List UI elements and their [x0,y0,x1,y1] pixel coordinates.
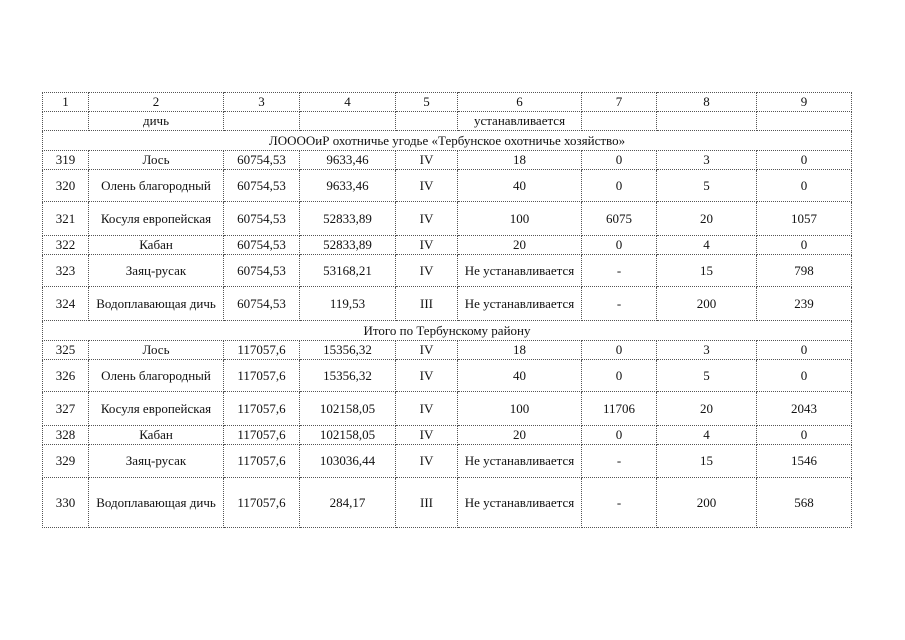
header-cell: 3 [224,93,300,112]
total-area-cell: 117057,6 [224,341,300,360]
result-value-cell: 0 [757,341,852,360]
header-cell: 1 [43,93,89,112]
total-area-cell: 60754,53 [224,170,300,202]
result-value-cell: 568 [757,478,852,528]
norm-value-cell: 20 [657,392,757,426]
species-cell: Косуля европейская [89,202,224,236]
permissible-density-cell: 20 [458,236,582,255]
species-cell: Водоплавающая дичь [89,478,224,528]
total-area-cell: 117057,6 [224,360,300,392]
row-number-cell: 325 [43,341,89,360]
result-value-cell: 0 [757,426,852,445]
harvest-quota-cell: 0 [582,170,657,202]
bonitet-class-cell: IV [396,255,458,287]
harvest-quota-cell: - [582,287,657,321]
table-body [43,93,852,528]
bonitet-class-cell: IV [396,426,458,445]
row-number-cell: 324 [43,287,89,321]
bonitet-class-cell: IV [396,360,458,392]
header-cell: 9 [757,93,852,112]
bonitet-class-cell: IV [396,202,458,236]
permissible-density-cell: 40 [458,170,582,202]
species-cell: Заяц-русак [89,255,224,287]
habitat-area-cell: 102158,05 [300,392,396,426]
header-cell: 6 [458,93,582,112]
habitat-area-cell: 103036,44 [300,445,396,478]
row-number-cell: 326 [43,360,89,392]
permissible-density-cell: 100 [458,392,582,426]
bonitet-class-cell: IV [396,151,458,170]
bonitet-class-cell: IV [396,170,458,202]
table-row [43,151,852,170]
result-value-cell: 0 [757,151,852,170]
section-title: ЛООООиР охотничье угодье «Тербунское охотничье хозяйство» [43,131,852,151]
row-number-cell: 320 [43,170,89,202]
table-row [43,170,852,202]
harvest-quota-cell: 0 [582,236,657,255]
table-row [43,445,852,478]
permissible-density-cell: Не устанавливается [458,255,582,287]
norm-value-cell: 15 [657,445,757,478]
habitat-area-cell: 9633,46 [300,170,396,202]
harvest-quota-cell: 6075 [582,202,657,236]
permissible-density-cell: 18 [458,341,582,360]
species-cell: Олень благородный [89,360,224,392]
total-area-cell: 60754,53 [224,202,300,236]
header-cell: 7 [582,93,657,112]
table-cell [300,112,396,131]
table-row [43,287,852,321]
habitat-area-cell: 52833,89 [300,236,396,255]
header-cell: 2 [89,93,224,112]
row-number-cell: 329 [43,445,89,478]
result-value-cell: 2043 [757,392,852,426]
row-number-cell: 323 [43,255,89,287]
result-value-cell: 1057 [757,202,852,236]
table-cell [657,112,757,131]
permissible-density-cell: 100 [458,202,582,236]
harvest-quota-cell: - [582,445,657,478]
species-cell: Олень благородный [89,170,224,202]
species-cell: Заяц-русак [89,445,224,478]
norm-value-cell: 200 [657,478,757,528]
habitat-area-cell: 119,53 [300,287,396,321]
table-cell: дичь [89,112,224,131]
result-value-cell: 0 [757,236,852,255]
table-row [43,255,852,287]
table-cell [396,112,458,131]
continuation-row [43,112,852,131]
result-value-cell: 0 [757,170,852,202]
table-row [43,202,852,236]
total-area-cell: 117057,6 [224,426,300,445]
species-cell: Кабан [89,236,224,255]
total-area-cell: 117057,6 [224,445,300,478]
row-number-cell: 321 [43,202,89,236]
table-cell: устанавливается [458,112,582,131]
table-cell [757,112,852,131]
table-row [43,392,852,426]
bonitet-class-cell: IV [396,236,458,255]
result-value-cell: 798 [757,255,852,287]
harvest-quota-cell: - [582,478,657,528]
row-number-cell: 328 [43,426,89,445]
table-row [43,426,852,445]
norm-value-cell: 3 [657,341,757,360]
harvest-quota-cell: 0 [582,360,657,392]
total-area-cell: 60754,53 [224,151,300,170]
norm-value-cell: 20 [657,202,757,236]
row-number-cell: 319 [43,151,89,170]
harvest-quota-cell: 0 [582,341,657,360]
table-row [43,236,852,255]
bonitet-class-cell: IV [396,445,458,478]
permissible-density-cell: Не устанавливается [458,478,582,528]
habitat-area-cell: 52833,89 [300,202,396,236]
norm-value-cell: 5 [657,170,757,202]
norm-value-cell: 200 [657,287,757,321]
species-cell: Водоплавающая дичь [89,287,224,321]
header-cell: 8 [657,93,757,112]
result-value-cell: 239 [757,287,852,321]
norm-value-cell: 15 [657,255,757,287]
harvest-quota-cell: 0 [582,151,657,170]
header-row [43,93,852,112]
species-cell: Косуля европейская [89,392,224,426]
harvest-quota-cell: 11706 [582,392,657,426]
habitat-area-cell: 53168,21 [300,255,396,287]
table-cell [224,112,300,131]
species-cell: Кабан [89,426,224,445]
habitat-area-cell: 9633,46 [300,151,396,170]
habitat-area-cell: 15356,32 [300,341,396,360]
total-area-cell: 60754,53 [224,255,300,287]
result-value-cell: 1546 [757,445,852,478]
harvest-quota-cell: 0 [582,426,657,445]
table-cell [582,112,657,131]
table-cell [43,112,89,131]
table-row [43,360,852,392]
table-row [43,341,852,360]
section-title-row [43,321,852,341]
total-area-cell: 60754,53 [224,287,300,321]
habitat-area-cell: 102158,05 [300,426,396,445]
norm-value-cell: 4 [657,426,757,445]
permissible-density-cell: Не устанавливается [458,287,582,321]
header-cell: 4 [300,93,396,112]
total-area-cell: 117057,6 [224,392,300,426]
species-cell: Лось [89,151,224,170]
result-value-cell: 0 [757,360,852,392]
species-cell: Лось [89,341,224,360]
row-number-cell: 327 [43,392,89,426]
row-number-cell: 330 [43,478,89,528]
bonitet-class-cell: III [396,478,458,528]
section-title: Итого по Тербунскому району [43,321,852,341]
norm-value-cell: 5 [657,360,757,392]
section-title-row [43,131,852,151]
row-number-cell: 322 [43,236,89,255]
habitat-area-cell: 284,17 [300,478,396,528]
norm-value-cell: 4 [657,236,757,255]
permissible-density-cell: 18 [458,151,582,170]
total-area-cell: 117057,6 [224,478,300,528]
permissible-density-cell: 40 [458,360,582,392]
habitat-area-cell: 15356,32 [300,360,396,392]
permissible-density-cell: Не устанавливается [458,445,582,478]
bonitet-class-cell: IV [396,341,458,360]
hunting-quota-table [42,92,852,528]
total-area-cell: 60754,53 [224,236,300,255]
bonitet-class-cell: IV [396,392,458,426]
table-row [43,478,852,528]
norm-value-cell: 3 [657,151,757,170]
bonitet-class-cell: III [396,287,458,321]
harvest-quota-cell: - [582,255,657,287]
permissible-density-cell: 20 [458,426,582,445]
header-cell: 5 [396,93,458,112]
